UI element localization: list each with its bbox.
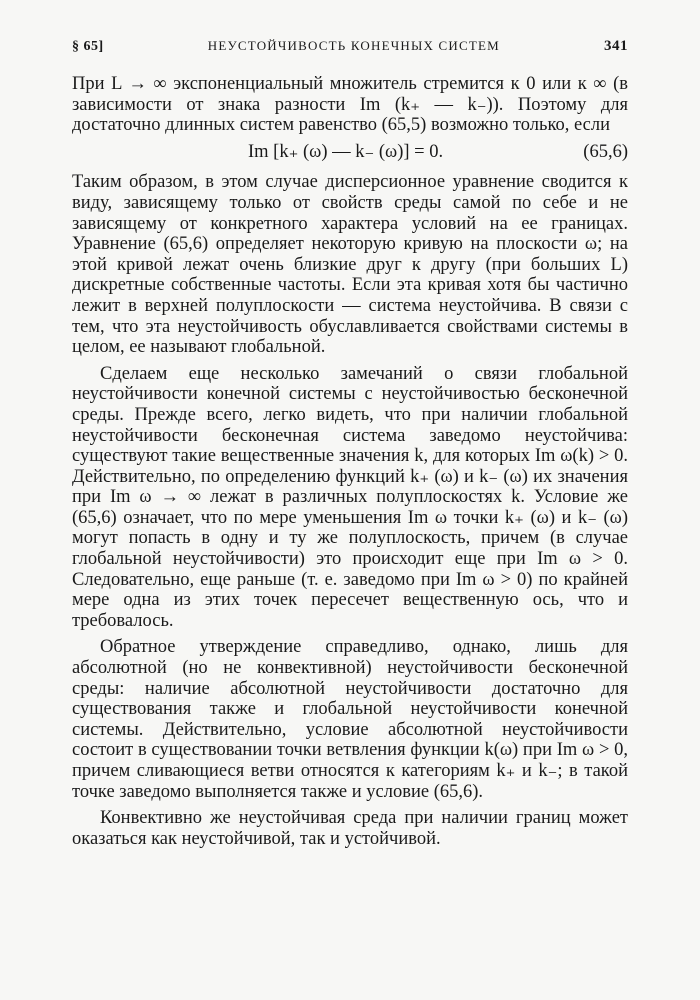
section-mark: § 65] <box>72 39 104 54</box>
chapter-title: НЕУСТОЙЧИВОСТЬ КОНЕЧНЫХ СИСТЕМ <box>207 38 500 53</box>
body-text <box>72 74 628 849</box>
equation-65-6 <box>72 142 628 163</box>
equation-formula: Im [k₊ (ω) — k₋ (ω)] = 0. <box>248 141 444 162</box>
equation-number: (65,6) <box>583 141 628 162</box>
paragraph-3: Сделаем еще несколько замечаний о связи глобальной неустойчивости конечной системы с неустойчивостью бесконечной среды. Прежде всего, легко видеть, что при наличии глобальной неустойчивости бесконечная система заведомо неустойчива: существуют такие вещественные значения k, для которых Im ω(k) > 0. Действительно, по определению функций k₊ (ω) и k₋ (ω) их значения при Im ω → ∞ лежат в различных полуплоскостях k. Условие же (65,6) означает, что по мере уменьшения Im ω точки k₊ (ω) и k₋ (ω) могут попасть в одну и ту же полуплоскость, причем (в случае глобальной неустойчивости) это происходит еще при Im ω > 0. Следовательно, еще раньше (т. е. заведомо при Im ω > 0) по крайней мере одна из этих точек пересечет вещественную ось, что и требовалось. <box>72 363 628 631</box>
page-number: 341 <box>603 38 628 54</box>
paragraph-1: При L → ∞ экспоненциальный множитель стремится к 0 или к ∞ (в зависимости от знака разности Im (k₊ — k₋)). Поэтому для достаточно длинных систем равенство (65,5) возможно только, если <box>72 74 628 136</box>
paragraph-5: Конвективно же неустойчивая среда при наличии границ может оказаться как неустойчивой, так и устойчивой. <box>72 808 628 849</box>
paragraph-2: Таким образом, в этом случае дисперсионное уравнение сводится к виду, зависящему только от свойств среды самой по себе и не зависящему от конкретного характера условий на ее границах. Уравнение (65,6) определяет некоторую кривую на плоскости ω; на этой кривой лежат очень близкие друг к другу (при больших L) дискретные собственные частоты. Если эта кривая хотя бы частично лежит в верхней полуплоскости — система неустойчива. В связи с тем, что эта неустойчивость обуславливается свойствами системы в целом, ее называют глобальной. <box>72 172 628 358</box>
paragraph-4: Обратное утверждение справедливо, однако, лишь для абсолютной (но не конвективной) неустойчивости бесконечной среды: наличие абсолютной неустойчивости достаточно для существования также и глобальной неустойчивости конечной системы. Действительно, условие абсолютной неустойчивости состоит в существовании точки ветвления функции k(ω) при Im ω > 0, причем сливающиеся ветви относятся к категориям k₊ и k₋; в такой точке заведомо выполняется также и условие (65,6). <box>72 637 628 802</box>
running-head <box>72 38 628 60</box>
